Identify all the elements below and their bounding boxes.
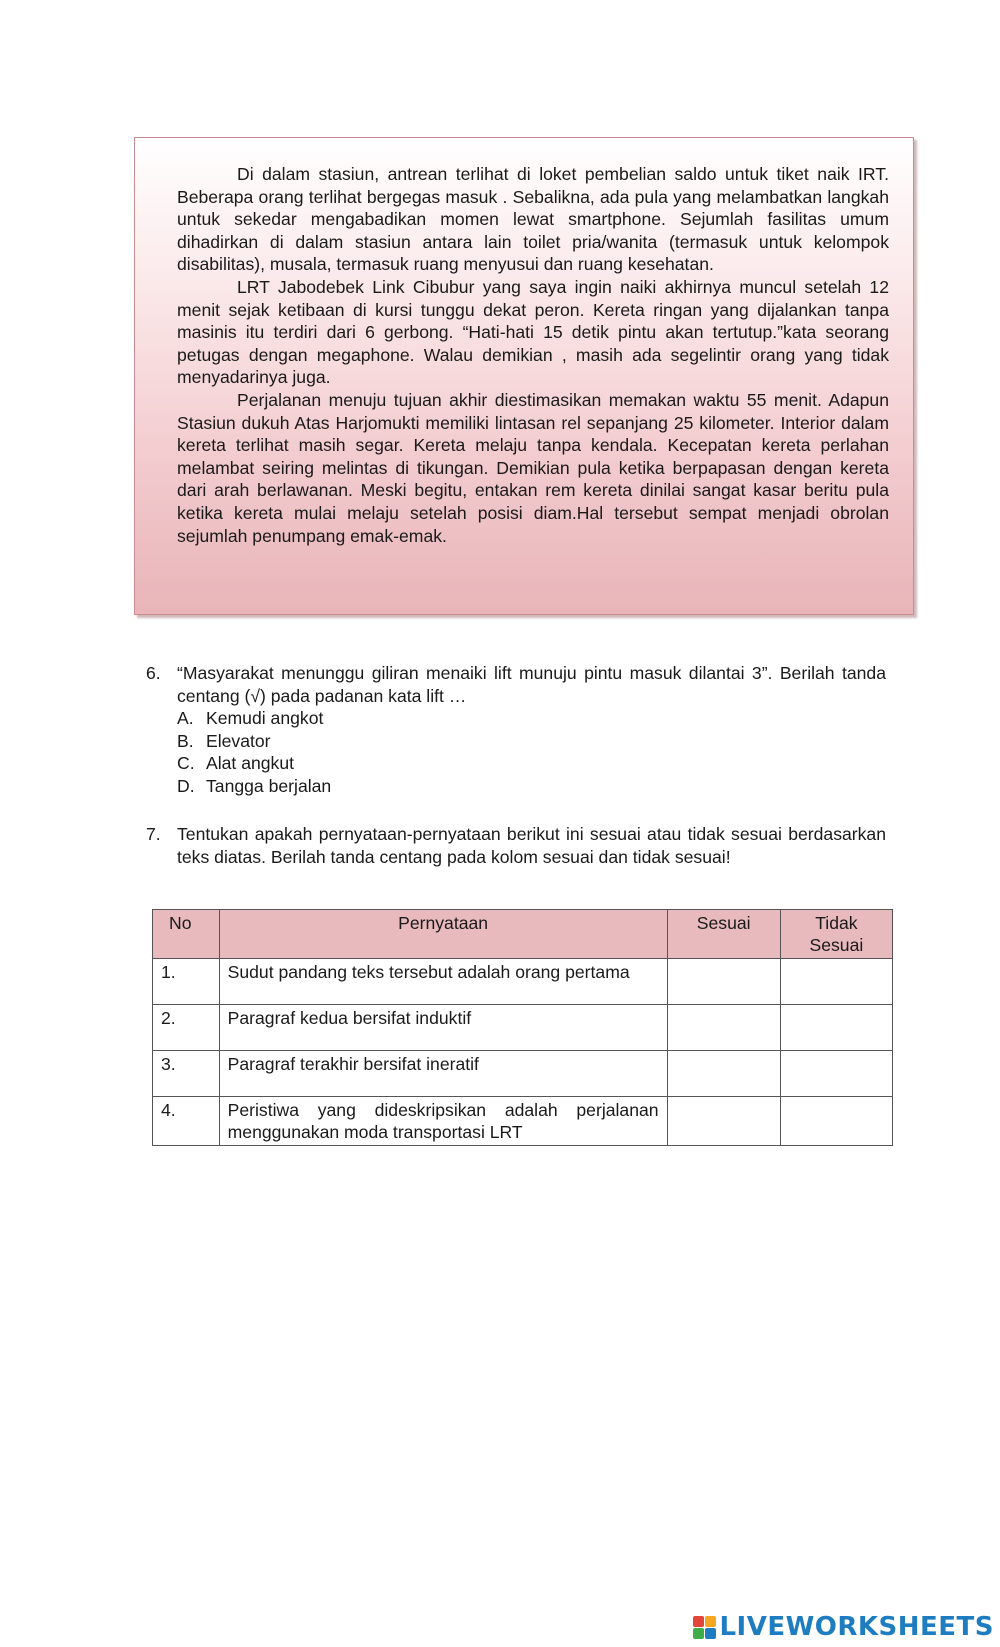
liveworksheets-branding[interactable]: [693, 1607, 994, 1647]
question-number: 6.: [146, 663, 161, 683]
reading-passage-box: [134, 137, 914, 615]
liveworksheets-logo-icon: [693, 1616, 716, 1639]
question-7: [146, 823, 886, 868]
tidak-sesuai-check-cell[interactable]: [780, 1005, 892, 1051]
sesuai-check-cell[interactable]: [667, 1097, 780, 1146]
option-d[interactable]: [177, 775, 886, 798]
option-letter: C.: [177, 753, 195, 774]
question-text: “Masyarakat menunggu giliran menaiki lift munuju pintu masuk dilantai 3”. Berilah tanda centang (√) pada padanan kata lift …: [177, 663, 886, 706]
table-row: [153, 1097, 893, 1146]
row-statement: Paragraf terakhir bersifat ineratif: [219, 1051, 667, 1097]
option-letter: B.: [177, 730, 194, 751]
answer-options: [177, 707, 886, 797]
option-text: Kemudi angkot: [206, 708, 324, 729]
option-b[interactable]: [177, 730, 886, 753]
option-a[interactable]: [177, 707, 886, 730]
row-number: 3.: [153, 1051, 220, 1097]
reading-paragraph-1: Di dalam stasiun, antrean terlihat di loket pembelian saldo untuk tiket naik IRT. Beberapa orang terlihat bergegas masuk . Sebalikna, ada pula yang melambatkan langkah untuk sekedar mengabadikan momen lewat smartphone. Sejumlah fasilitas umum dihadirkan di dalam stasiun antara lain toilet pria/wanita (termasuk untuk kelompok disabilitas), musala, termasuk ruang menyusui dan ruang kesehatan.: [177, 164, 889, 275]
row-statement: Sudut pandang teks tersebut adalah orang pertama: [219, 959, 667, 1005]
option-c[interactable]: [177, 752, 886, 775]
sesuai-check-cell[interactable]: [667, 1051, 780, 1097]
table-row: [153, 1005, 893, 1051]
row-statement: Paragraf kedua bersifat induktif: [219, 1005, 667, 1051]
option-text: Tangga berjalan: [206, 775, 332, 796]
row-number: 4.: [153, 1097, 220, 1146]
question-text: Tentukan apakah pernyataan-pernyataan berikut ini sesuai atau tidak sesuai berdasarkan teks diatas. Berilah tanda centang pada kolom sesuai dan tidak sesuai!: [177, 824, 886, 867]
header-sesuai: Sesuai: [667, 910, 780, 959]
row-number: 1.: [153, 959, 220, 1005]
question-number: 7.: [146, 824, 161, 844]
sesuai-check-cell[interactable]: [667, 959, 780, 1005]
header-no: No: [153, 910, 220, 959]
option-letter: D.: [177, 775, 195, 796]
reading-paragraph-3: Perjalanan menuju tujuan akhir diestimasikan memakan waktu 55 menit. Adapun Stasiun dukuh Atas Harjomukti memiliki lintasan rel sepanjang 25 kilometer. Interior dalam kereta terlihat masih segar. Kereta melaju tanpa kendala. Kecepatan kereta perlahan melambat seiring melintas di tikungan. Demikian pula ketika berpapasan dengan kereta dari arah berlawanan. Meski begitu, entakan rem kereta dinilai sangat kasar beritu pula ketika kereta mulai melaju setelah posisi diam.Hal tersebut sempat menjadi obrolan sejumlah penumpang emak-emak.: [177, 389, 889, 546]
tidak-sesuai-check-cell[interactable]: [780, 1097, 892, 1146]
brand-name: LIVEWORKSHEETS: [719, 1612, 994, 1642]
reading-paragraph-2: LRT Jabodebek Link Cibubur yang saya ingin naiki akhirnya muncul setelah 12 menit sejak ketibaan di kursi tunggu dekat peron. Kereta ringan yang dijalankan tanpa masinis itu terdiri dari 6 gerbong. “Hati-hati 15 detik pintu akan tertutup.”kata seorang petugas dengan megaphone. Walau demikian , masih ada segelintir orang yang tidak menyadarinya juga.: [177, 276, 889, 388]
option-text: Elevator: [206, 730, 271, 751]
tidak-sesuai-check-cell[interactable]: [780, 1051, 892, 1097]
row-statement: Peristiwa yang dideskripsikan adalah perjalanan menggunakan moda transportasi LRT: [219, 1097, 667, 1146]
question-6: [146, 662, 886, 798]
table-row: [153, 959, 893, 1005]
option-text: Alat angkut: [206, 753, 295, 774]
table-header-row: [153, 910, 893, 959]
header-tidak-sesuai: Tidak Sesuai: [780, 910, 892, 959]
tidak-sesuai-check-cell[interactable]: [780, 959, 892, 1005]
statement-table: [152, 909, 893, 1146]
option-letter: A.: [177, 708, 194, 729]
sesuai-check-cell[interactable]: [667, 1005, 780, 1051]
table-row: [153, 1051, 893, 1097]
header-statement: Pernyataan: [219, 910, 667, 959]
row-number: 2.: [153, 1005, 220, 1051]
